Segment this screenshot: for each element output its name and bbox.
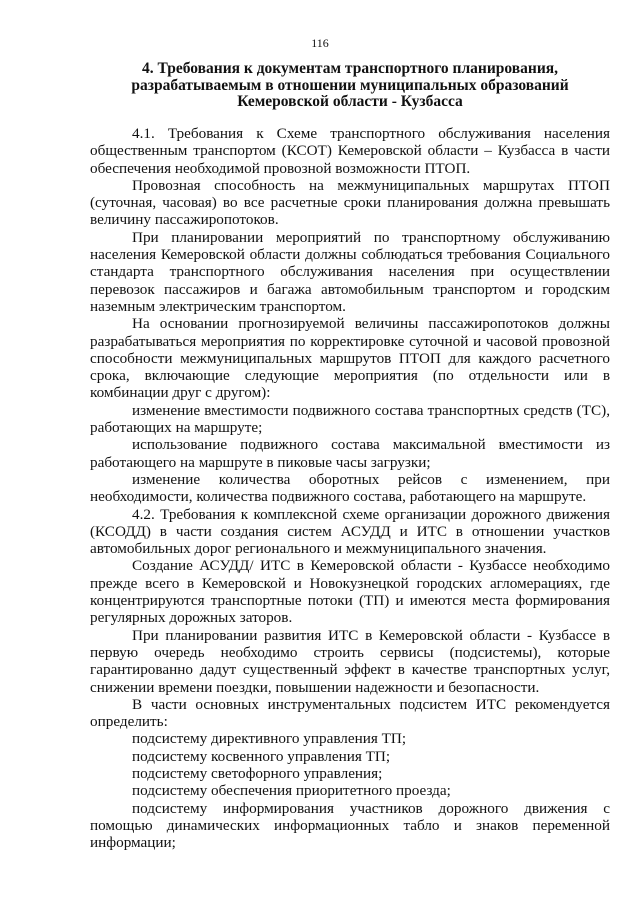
list-item-informing: подсистему информирования участников дорожного движения с помощью динамических информационных табло и знаков переменной информации; (90, 799, 610, 852)
list-item-directive-control: подсистему директивного управления ТП; (132, 730, 407, 748)
paragraph-social-standard: При планировании мероприятий по транспортному обслуживанию населения Кемеровской области должны соблюдаться требования Социального стандарта транспортного обслуживания населения при осуществлении перевозок пассажиров и багажа автомобильным транспортом и городским наземным электрическим транспортом. (90, 228, 610, 315)
paragraph-forecast: На основании прогнозируемой величины пассажиропотоков должны разрабатываться мероприятия по корректировке суточной и часовой провозной способности межмуниципальных маршрутов ПТОП для каждого расчетного срока, включающие следующие мероприятия (по отдельности или в комбинации друг с другом): (90, 315, 610, 402)
list-item-trips-change: изменение количества оборотных рейсов с изменением, при необходимости, количества подвижного состава, работающего на маршруте. (90, 470, 610, 506)
paragraph-4-1: 4.1. Требования к Схеме транспортного обслуживания населения общественным транспортом (КСОТ) Кемеровской области – Кузбасса в части обеспечения необходимой провозной возможности ПТОП. (90, 125, 610, 177)
heading-line-2: разрабатываемым в отношении муниципальных образований (131, 76, 569, 94)
paragraph-asudd-creation: Создание АСУДД/ ИТС в Кемеровской области - Кузбассе необходимо прежде всего в Кемеровской и Новокузнецкой городских агломерациях, где концентрируются транспортные потоки (ТП) и имеются места формирования регулярных дорожных заторов. (90, 557, 610, 627)
paragraph-its-subsystems: В части основных инструментальных подсистем ИТС рекомендуется определить: (90, 695, 610, 731)
paragraph-4-2: 4.2. Требования к комплексной схеме организации дорожного движения (КСОДД) в части создания систем АСУДД и ИТС в отношении участков автомобильных дорог регионального и межмуниципального значения. (90, 505, 610, 558)
list-item-priority-passage: подсистему обеспечения приоритетного проезда; (132, 782, 451, 800)
page-number: 116 (311, 36, 329, 50)
list-item-traffic-light-control: подсистему светофорного управления; (132, 764, 383, 782)
heading-line-1: 4. Требования к документам транспортного планирования, (141, 60, 559, 77)
section-heading (90, 61, 610, 111)
paragraph-its-planning: При планировании развития ИТС в Кемеровской области - Кузбассе в первую очередь необходимо строить сервисы (подсистемы), которые гарантированно дадут существенный эффект в качестве транспортных услуг, снижении времени поездки, повышении надежности и безопасности. (90, 626, 610, 696)
paragraph-capacity: Провозная способность на межмуниципальных маршрутах ПТОП (суточная, часовая) во все расчетные сроки планирования должна превышать величину пассажиропотоков. (90, 176, 610, 229)
document-body (90, 125, 610, 851)
list-item-capacity-change: изменение вместимости подвижного состава транспортных средств (ТС), работающих на маршруте; (90, 401, 610, 437)
list-item-max-capacity: использование подвижного состава максимальной вместимости из работающего на маршруте в пиковые часы загрузки; (90, 436, 610, 471)
list-item-indirect-control: подсистему косвенного управления ТП; (132, 747, 391, 765)
heading-line-3: Кемеровской области - Кузбасса (237, 93, 463, 110)
